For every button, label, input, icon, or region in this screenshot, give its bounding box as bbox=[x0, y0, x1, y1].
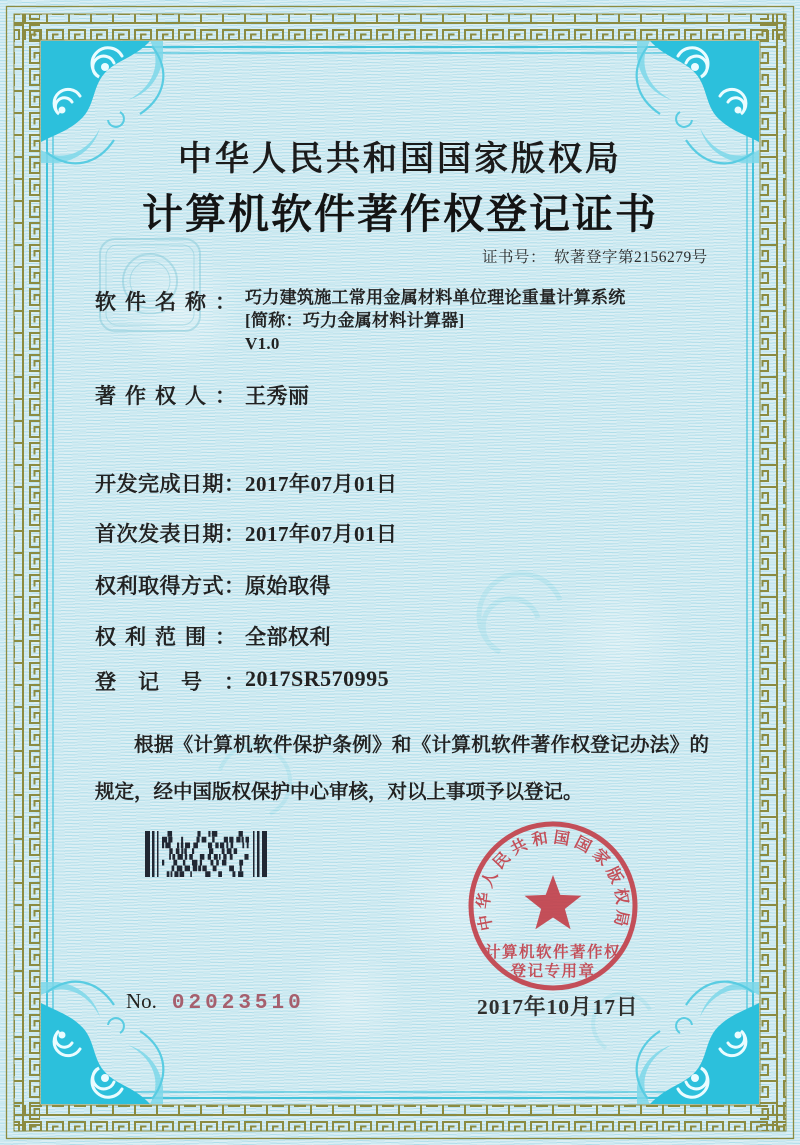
field-first-publish-date bbox=[95, 518, 398, 548]
field-software-name bbox=[95, 286, 626, 355]
registration-statement: 根据《计算机软件保护条例》和《计算机软件著作权登记办法》的规定，经中国版权保护中心审核，对以上事项予以登记。 bbox=[95, 735, 709, 804]
dev-complete-date-label: 开发完成日期： bbox=[95, 472, 246, 496]
official-red-seal bbox=[456, 811, 652, 1007]
issue-date: 2017年10月17日 bbox=[477, 995, 639, 1019]
first-publish-date-label: 首次发表日期： bbox=[95, 522, 246, 546]
registration-no-value: 2017SR570995 bbox=[245, 666, 390, 691]
serial-number-label: No. bbox=[126, 989, 157, 1013]
right-scope-label: 权利范围： bbox=[95, 625, 245, 649]
certificate-number-label: 证书号： bbox=[482, 249, 547, 266]
dev-complete-date-value: 2017年07月01日 bbox=[245, 472, 398, 496]
seal-star-icon bbox=[525, 875, 582, 929]
serial-number-value: 02023510 bbox=[171, 992, 305, 1015]
seal-line2: 登记专用章 bbox=[510, 963, 596, 980]
right-acquisition-label: 权利取得方式： bbox=[95, 574, 246, 598]
field-dev-complete-date bbox=[95, 468, 398, 498]
pdf417-barcode-icon bbox=[145, 831, 267, 877]
right-acquisition-value: 原始取得 bbox=[245, 574, 331, 598]
serial-number-line bbox=[126, 989, 305, 1015]
software-name-line3: V1.0 bbox=[245, 334, 280, 353]
software-name-label: 软件名称： bbox=[95, 290, 245, 314]
right-scope-value: 全部权利 bbox=[245, 625, 331, 649]
seal-line1: 计算机软件著作权 bbox=[484, 944, 622, 961]
first-publish-date-value: 2017年07月01日 bbox=[245, 522, 398, 546]
certificate-number-line bbox=[482, 245, 708, 267]
certificate-number-value: 软著登字第2156279号 bbox=[554, 249, 708, 266]
seal-ring-text: 中华人民共和国国家版权局 bbox=[475, 829, 631, 933]
software-name-line1: 巧力建筑施工常用金属材料单位理论重量计算系统 bbox=[245, 288, 626, 307]
copyright-owner-label: 著作权人： bbox=[95, 384, 245, 408]
software-name-line2: [简称：巧力金属材料计算器] bbox=[245, 311, 465, 330]
registration-no-label: 登记号： bbox=[95, 670, 267, 694]
copyright-owner-value: 王秀丽 bbox=[245, 384, 310, 408]
field-copyright-owner bbox=[95, 380, 310, 410]
software-name-value bbox=[245, 286, 626, 355]
issuer-title: 中华人民共和国国家版权局 bbox=[178, 141, 622, 178]
field-registration-no bbox=[95, 666, 389, 696]
field-right-scope bbox=[95, 621, 331, 651]
certificate-title: 计算机软件著作权登记证书 bbox=[142, 191, 658, 237]
field-right-acquisition bbox=[95, 570, 331, 600]
